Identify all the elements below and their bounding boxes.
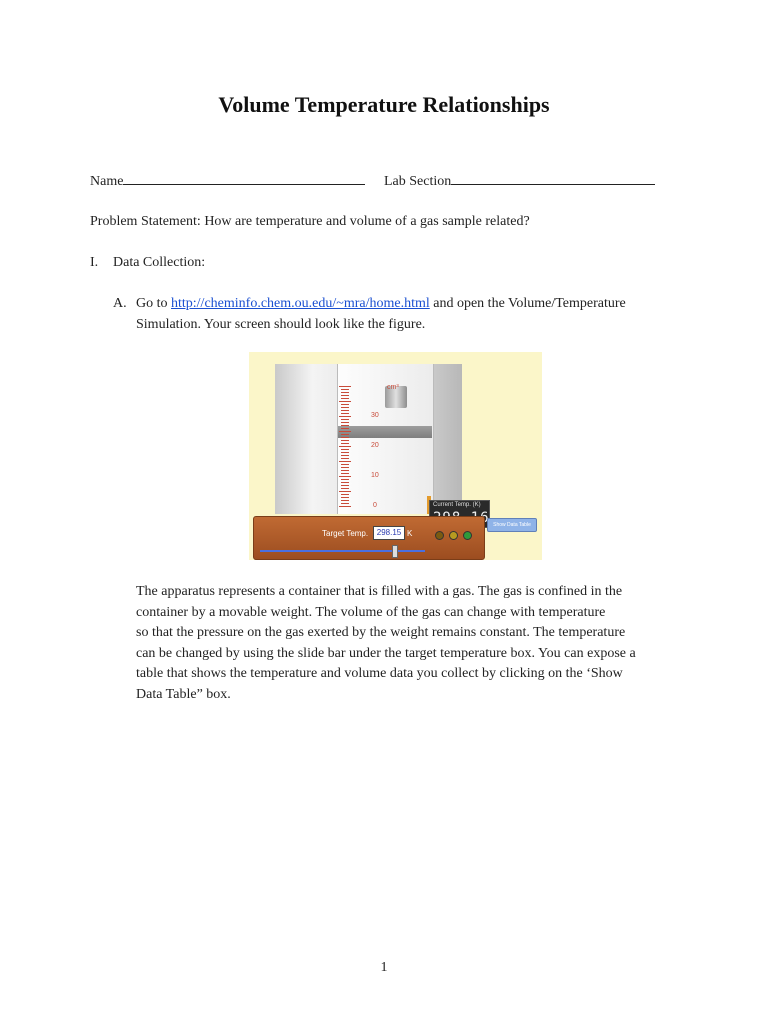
scale-tick — [339, 416, 351, 417]
lab-section-blank[interactable] — [451, 170, 655, 185]
scale-tick — [341, 425, 349, 426]
scale-label-0: 0 — [373, 502, 377, 509]
scale-tick — [339, 431, 351, 432]
scale-label-10: 10 — [371, 472, 379, 479]
scale-tick — [341, 494, 349, 495]
item-a-text-after: and open the Volume/Temperature — [429, 296, 626, 311]
temperature-slider-handle[interactable] — [392, 545, 398, 558]
scale-tick — [341, 449, 349, 450]
scale-tick — [339, 446, 351, 447]
scale-tick — [341, 440, 349, 441]
cheminfo-link[interactable]: http://cheminfo.chem.ou.edu/~mra/home.html — [171, 296, 430, 311]
current-temp-label: Current Temp. (K) — [433, 502, 481, 508]
status-dot-1 — [435, 531, 444, 540]
scale-tick — [341, 428, 349, 429]
scale-tick — [341, 503, 349, 504]
scale-label-30: 30 — [371, 412, 379, 419]
scale-tick — [341, 395, 349, 396]
page-title: Volume Temperature Relationships — [218, 92, 550, 117]
item-a-text-before: Go to — [136, 296, 171, 311]
gas-container — [275, 364, 481, 514]
paragraph-line: so that the pressure on the gas exerted by the weight remains constant. The temperature — [136, 625, 626, 640]
target-temp-label: Target Temp. — [322, 529, 369, 538]
scale-tick — [341, 473, 349, 474]
page-number: 1 — [380, 960, 388, 975]
scale-tick — [339, 461, 351, 462]
simulation-figure — [249, 352, 542, 560]
paragraph-line: Data Table” box. — [136, 686, 231, 702]
name-field-row — [90, 170, 365, 192]
scale-tick — [341, 407, 349, 408]
scale-tick — [341, 455, 349, 456]
scale-tick — [341, 488, 349, 489]
scale-tick — [341, 404, 349, 405]
status-dot-3 — [463, 531, 472, 540]
scale-tick — [341, 443, 349, 444]
scale-tick — [341, 470, 349, 471]
scale-tick — [341, 482, 349, 483]
target-temp-input[interactable]: 298.15 — [373, 526, 405, 540]
scale-tick — [341, 410, 349, 411]
scale-unit-label: cm³ — [387, 384, 399, 391]
scale-tick — [339, 401, 351, 402]
scale-tick — [341, 389, 349, 390]
lab-section-row — [384, 170, 655, 192]
scale-tick — [341, 419, 349, 420]
scale-tick — [341, 500, 349, 501]
item-a-line2: Simulation. Your screen should look like the figure. — [136, 317, 426, 332]
show-data-table-button[interactable]: Show Data Table — [487, 518, 537, 532]
apparatus-paragraph — [136, 582, 681, 705]
scale-tick — [341, 452, 349, 453]
scale-tick — [341, 467, 349, 468]
item-a-line1 — [136, 294, 626, 314]
scale-tick — [339, 506, 351, 507]
scale-tick — [341, 479, 349, 480]
temperature-slider-track[interactable] — [260, 550, 425, 552]
scale-tick — [341, 413, 349, 414]
scale-label-20: 20 — [371, 442, 379, 449]
paragraph-line: table that shows the temperature and volume data you collect by clicking on the ‘Show — [136, 666, 623, 681]
status-dot-2 — [449, 531, 458, 540]
section-i-heading: Data Collection: — [113, 255, 206, 270]
paragraph-line: container by a movable weight. The volume of the gas can change with temperature — [136, 604, 606, 620]
item-a-letter: A. — [113, 296, 127, 311]
scale-tick — [339, 386, 351, 387]
scale-tick — [341, 422, 349, 423]
scale-tick — [341, 398, 349, 399]
scale-tick — [341, 464, 349, 465]
scale-tick — [341, 437, 349, 438]
section-i-numeral: I. — [90, 255, 99, 270]
control-panel — [253, 516, 485, 560]
name-label: Name — [90, 174, 124, 189]
paragraph-line: The apparatus represents a container that is filled with a gas. The gas is confined in the — [136, 584, 623, 599]
scale-tick — [341, 434, 349, 435]
scale-tick — [339, 491, 351, 492]
lab-section-label: Lab Section — [384, 174, 452, 189]
problem-statement: Problem Statement: How are temperature and volume of a gas sample related? — [90, 214, 530, 229]
piston — [338, 426, 432, 438]
scale-tick — [341, 458, 349, 459]
kelvin-label: K — [407, 529, 413, 538]
name-blank[interactable] — [123, 170, 365, 185]
scale-tick — [341, 392, 349, 393]
paragraph-line: can be changed by using the slide bar under the target temperature box. You can expose a — [136, 645, 636, 661]
scale-tick — [341, 485, 349, 486]
scale-tick — [339, 476, 351, 477]
scale-tick — [341, 497, 349, 498]
